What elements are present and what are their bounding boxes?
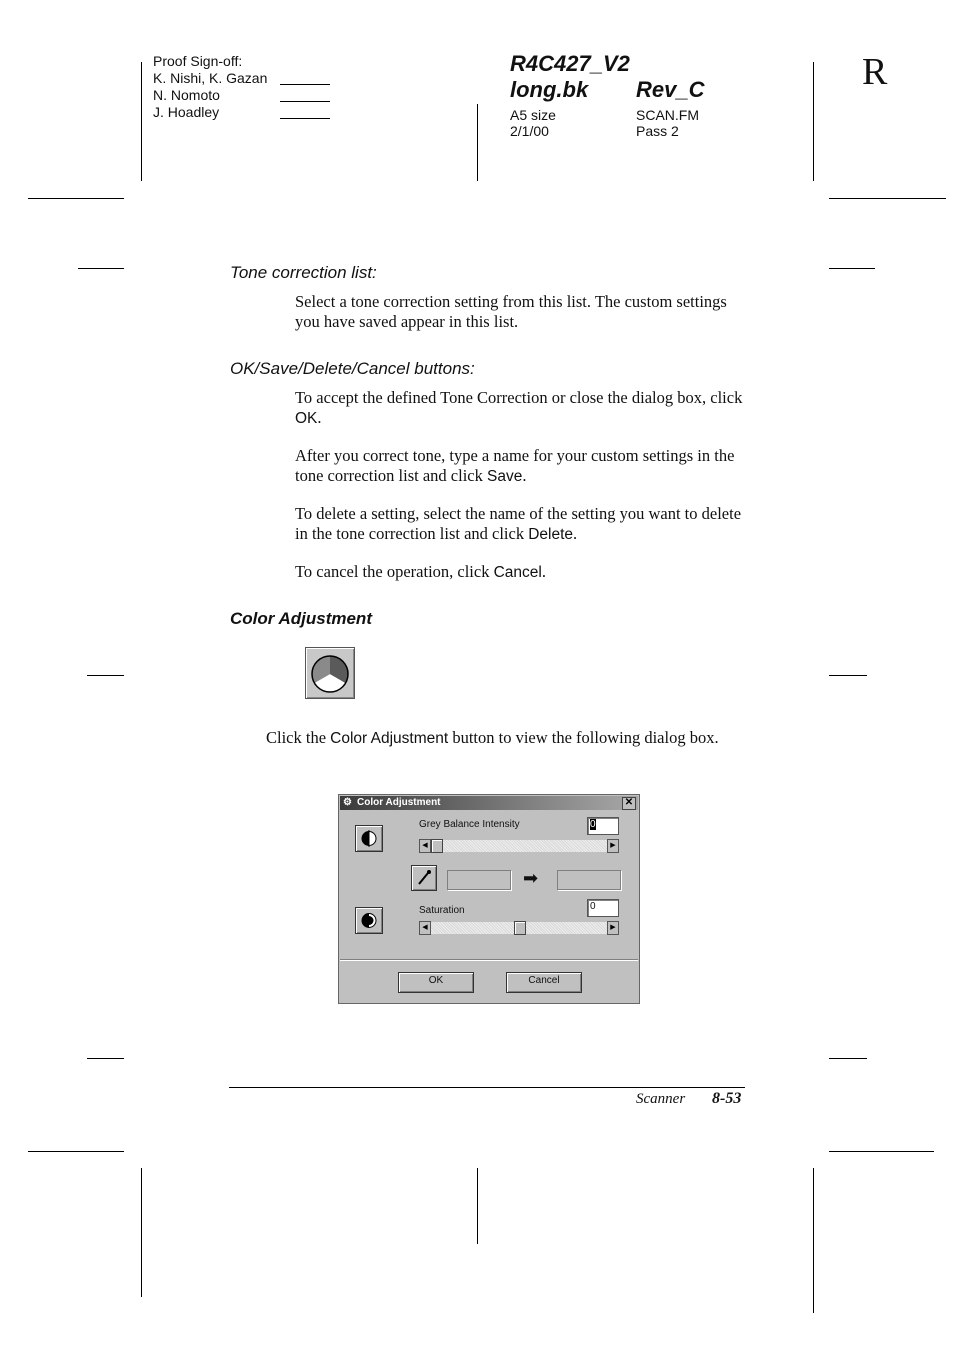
- crop-mark: [813, 1168, 814, 1313]
- text-run: .: [573, 524, 578, 543]
- signature-line: [280, 118, 330, 119]
- save-paragraph: [295, 446, 745, 487]
- saturation-button[interactable]: [355, 907, 383, 934]
- signoff-row: [153, 87, 267, 104]
- section-title: Color Adjustment: [230, 609, 372, 628]
- arrow-right-icon: ➡: [523, 868, 539, 888]
- crop-mark: [141, 62, 142, 181]
- text-run: After you correct tone, type a name for your custom settings in the tone correction list and click: [295, 446, 735, 485]
- cancel-button-label: Cancel: [528, 975, 560, 986]
- dialog-app-icon: ⚙: [343, 797, 352, 808]
- eyedropper-button[interactable]: [411, 865, 437, 891]
- crop-mark: [78, 268, 124, 269]
- dialog-titlebar: [340, 796, 638, 810]
- grey-balance-button[interactable]: [355, 825, 383, 852]
- dialog-title: Color Adjustment: [357, 797, 441, 808]
- grey-balance-slider-thumb[interactable]: [431, 839, 443, 853]
- saturation-slider-thumb[interactable]: [514, 921, 526, 935]
- saturation-value: 0: [590, 901, 596, 912]
- text-run: To accept the defined Tone Correction or close the dialog box, click: [295, 388, 743, 407]
- doc-book: long.bk: [510, 77, 589, 102]
- footer-page-number: 8-53: [712, 1090, 742, 1107]
- slider-right-arrow[interactable]: ▶: [607, 839, 619, 853]
- close-icon[interactable]: ✕: [622, 797, 636, 810]
- buttons-term: OK/Save/Delete/Cancel buttons:: [230, 359, 475, 378]
- crop-mark: [87, 675, 124, 676]
- footer-rule: [229, 1087, 745, 1088]
- dialog-separator: [340, 959, 638, 961]
- text-run: .: [522, 466, 527, 485]
- saturation-slider-track[interactable]: [431, 922, 607, 934]
- cancel-button[interactable]: [506, 972, 582, 993]
- ok-button-label: OK: [428, 975, 444, 986]
- doc-revision: Rev_C: [636, 77, 705, 102]
- text-run: Click the: [266, 728, 331, 747]
- crop-mark: [477, 1168, 478, 1244]
- text-run: .: [317, 408, 322, 427]
- footer-chapter: Scanner: [636, 1091, 686, 1107]
- crop-mark: [829, 268, 875, 269]
- saturation-icon: [356, 908, 382, 933]
- crop-mark: [28, 198, 124, 199]
- color-adjustment-dialog: [338, 794, 640, 1004]
- signoff-row: [153, 104, 267, 121]
- grey-balance-value: 0: [590, 819, 596, 830]
- corner-letter: R: [862, 51, 888, 93]
- signoff-name: J. Hoadley: [153, 104, 220, 120]
- crop-mark: [829, 1151, 934, 1152]
- crop-mark: [477, 104, 478, 181]
- text-run: To cancel the operation, click: [295, 562, 494, 581]
- color-adjustment-button[interactable]: [305, 647, 355, 699]
- color-wheel-icon: [306, 648, 354, 698]
- source-file: SCAN.FM: [636, 107, 699, 123]
- grey-balance-input[interactable]: [587, 817, 619, 835]
- crop-mark: [28, 1151, 124, 1152]
- ui-term-cancel: Cancel: [493, 564, 542, 581]
- paper-size: A5 size: [510, 107, 556, 123]
- delete-paragraph: [295, 504, 745, 545]
- signoff-name: N. Nomoto: [153, 87, 220, 103]
- eyedropper-icon: [412, 866, 436, 890]
- source-color-field: [447, 870, 511, 890]
- signoff-name: K. Nishi, K. Gazan: [153, 70, 268, 86]
- grey-balance-label: Grey Balance Intensity: [419, 819, 520, 830]
- slider-right-arrow[interactable]: ▶: [607, 921, 619, 935]
- saturation-label: Saturation: [419, 905, 465, 916]
- doc-code: R4C427_V2: [510, 51, 630, 76]
- text-run: To delete a setting, select the name of the setting you want to delete in the tone correction list and click: [295, 504, 742, 543]
- text-run: .: [541, 562, 546, 581]
- crop-mark: [829, 675, 867, 676]
- ui-term-delete: Delete: [528, 526, 574, 543]
- crop-mark: [829, 1058, 867, 1059]
- grey-balance-icon: [356, 826, 382, 851]
- click-paragraph: [266, 728, 746, 749]
- cancel-paragraph: [295, 562, 745, 583]
- ui-term-ok: OK: [295, 410, 318, 427]
- ok-button[interactable]: [398, 972, 474, 993]
- crop-mark: [87, 1058, 124, 1059]
- signature-line: [280, 84, 330, 85]
- crop-mark: [829, 198, 946, 199]
- text-run: button to view the following dialog box.: [448, 728, 719, 747]
- ui-term-color-adjustment: Color Adjustment: [330, 730, 449, 747]
- ok-paragraph: [295, 388, 745, 429]
- proof-pass: Pass 2: [636, 123, 679, 139]
- signoff-title: Proof Sign-off:: [153, 53, 243, 69]
- slider-left-arrow[interactable]: ◀: [419, 839, 431, 853]
- signoff-row: [153, 70, 267, 87]
- tone-list-term: Tone correction list:: [230, 263, 377, 282]
- grey-balance-slider-track[interactable]: [431, 840, 607, 852]
- target-color-field: [557, 870, 621, 890]
- slider-left-arrow[interactable]: ◀: [419, 921, 431, 935]
- crop-mark: [813, 62, 814, 181]
- doc-date: 2/1/00: [510, 123, 549, 139]
- saturation-input[interactable]: [587, 899, 619, 917]
- signature-line: [280, 101, 330, 102]
- ui-term-save: Save: [486, 468, 523, 485]
- crop-mark: [141, 1168, 142, 1297]
- tone-list-description: Select a tone correction setting from this list. The custom settings you have saved appear in this list.: [295, 292, 727, 331]
- proof-signoff: [153, 53, 267, 121]
